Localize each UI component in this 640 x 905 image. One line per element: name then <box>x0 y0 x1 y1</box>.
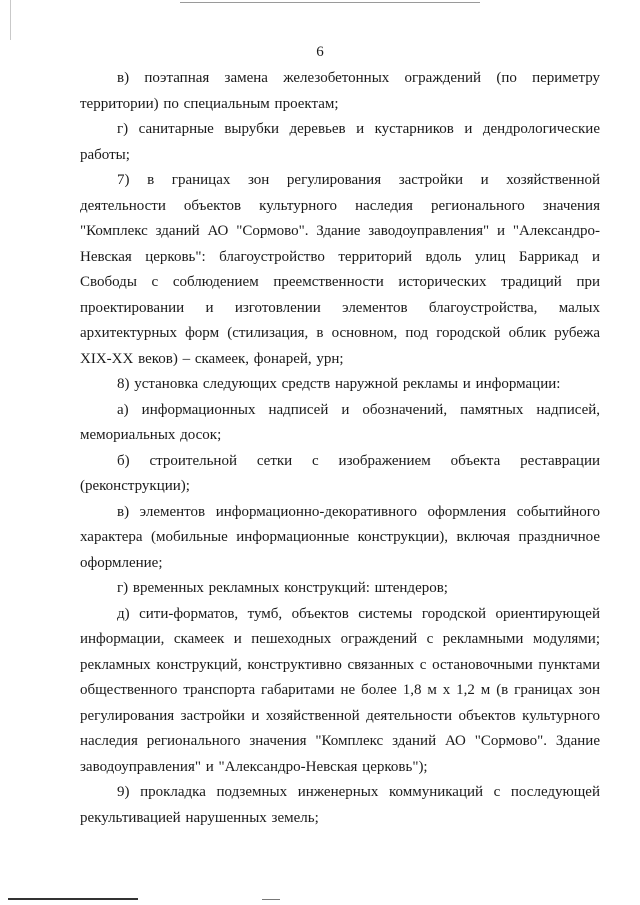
document-body <box>80 66 600 831</box>
paragraph-9: 9) прокладка подземных инженерных коммуникаций с последующей рекультивацией нарушенных земель; <box>80 784 600 826</box>
paragraph-8d: д) сити-форматов, тумб, объектов системы городской ориентирующей информации, скамеек и пешеходных ограждений с рекламными модулями; рекламных конструкций, конструктивно связанных с остановочными пунктами общественного транспорта габаритами не более 1,8 м х 1,2 м (в границах зон регулирования застройки и хозяйственной деятельности объектов культурного наследия регионального значения "Комплекс зданий АО "Сормово". Здание заводоуправления" и "Александро-Невская церковь"); <box>80 605 600 775</box>
paragraph-8v: в) элементов информационно-декоративного оформления событийного характера (мобильные информационные конструкции), включая праздничное оформление; <box>80 503 600 571</box>
paragraph-3v: в) поэтапная замена железобетонных ограждений (по периметру территории) по специальным проектам; <box>80 70 600 112</box>
scan-artifact-left <box>10 0 11 40</box>
scan-artifact-bottom <box>8 898 138 900</box>
paragraph-7: 7) в границах зон регулирования застройки и хозяйственной деятельности объектов культурного наследия регионального значения "Комплекс зданий АО "Сормово". Здание заводоуправления" и "Александро-Невская церковь": благоустройство территорий вдоль улиц Баррикад и Свободы с соблюдением преемственности исторических традиций при проектировании и изготовлении элементов благоустройства, малых архитектурных форм (стилизация, в основном, под городской облик рубежа XIX-XX веков) – скамеек, фонарей, урн; <box>80 172 600 367</box>
paragraph-8: 8) установка следующих средств наружной рекламы и информации: <box>117 376 561 392</box>
page-number: 6 <box>316 44 324 60</box>
paragraph-8g: г) временных рекламных конструкций: штендеров; <box>117 580 448 596</box>
paragraph-3g: г) санитарные вырубки деревьев и кустарников и дендрологические работы; <box>80 121 600 163</box>
paragraph-8a: а) информационных надписей и обозначений, памятных надписей, мемориальных досок; <box>80 401 600 443</box>
scan-artifact-top <box>180 2 480 3</box>
paragraph-8b: б) строительной сетки с изображением объекта реставрации (реконструкции); <box>80 452 600 494</box>
scan-artifact-bottom-small <box>262 899 280 900</box>
